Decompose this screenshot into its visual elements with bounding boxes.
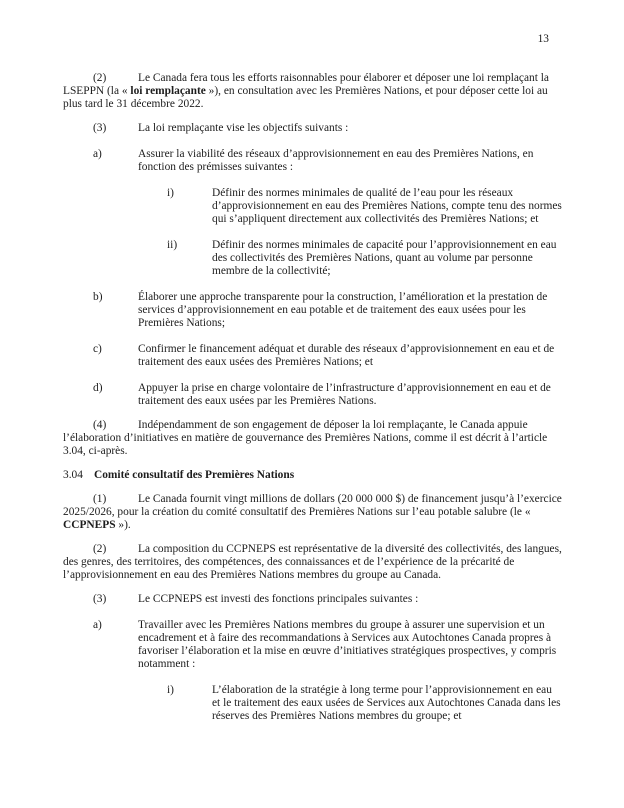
list-label: i) <box>167 187 174 199</box>
clause-number: (3) <box>93 122 107 134</box>
list-item-text: Appuyer la prise en charge volontaire de l’infrastructure d’approvisionnement en eau et de traitement des eaux usées par les Premières Nations. <box>138 382 551 407</box>
objective-item-c <box>93 343 562 369</box>
clause-number: (2) <box>93 543 107 555</box>
list-item-text: Assurer la viabilité des réseaux d’approvisionnement en eau des Premières Nations, en fonction des prémisses suivantes : <box>138 148 534 173</box>
list-label: c) <box>93 343 102 355</box>
objective-item-a-ii <box>167 239 562 278</box>
clause-text: Indépendamment de son engagement de déposer la loi remplaçante, le Canada appuie l’élaboration d’initiatives en matière de gouvernance des Premières Nations, comme il est décrit à l’article 3.04, ci-après. <box>63 419 548 457</box>
list-label: a) <box>93 148 102 160</box>
objective-item-a <box>93 148 562 174</box>
list-label: i) <box>167 684 174 696</box>
clause-4 <box>63 419 562 458</box>
clause-number: (2) <box>93 72 107 84</box>
list-item-text: L’élaboration de la stratégie à long terme pour l’approvisionnement en eau et le traitement des eaux usées de Services aux Autochtones Canada dans les réserves des Premières Nations membres du groupe; et <box>212 684 561 722</box>
objective-item-a-i <box>167 187 562 226</box>
objective-item-b <box>93 291 562 330</box>
list-item-text: Définir des normes minimales de capacité pour l’approvisionnement en eau des collectivités des Premières Nations, quant au volume par personne membre de la collectivité; <box>212 239 557 277</box>
section-number: 3.04 <box>63 469 83 481</box>
list-label: ii) <box>167 239 178 251</box>
list-item-text: Travailler avec les Premières Nations membres du groupe à assurer une supervision et un encadrement et à faire des recommandations à Services aux Autochtones Canada propres à favoriser l’élaboration et la mise en œuvre d’initiatives stratégiques prospectives, y compris notamment : <box>138 619 557 670</box>
function-item-a <box>93 619 562 671</box>
section-title: Comité consultatif des Premières Nations <box>94 469 295 481</box>
list-item-text: Confirmer le financement adéquat et durable des réseaux d’approvisionnement en eau et de traitement des eaux usées des Premières Nations; et <box>138 343 555 368</box>
clause-3-04-2 <box>63 543 562 582</box>
clause-text: Le Canada fournit vingt millions de dollars (20 000 000 $) de financement jusqu’à l’exercice 2025/2026, pour la création du comité consultatif des Premières Nations sur l’eau potable salubre (le « CCPNEPS »). <box>63 493 562 531</box>
objective-item-d <box>93 382 562 408</box>
clause-number: (4) <box>93 419 107 431</box>
list-label: a) <box>93 619 102 631</box>
list-item-text: Définir des normes minimales de qualité de l’eau pour les réseaux d’approvisionnement en eau des Premières Nations, compte tenu des normes qui s’appliquent directement aux collectivités des Premières Nations; et <box>212 187 562 225</box>
clause-3-04-3 <box>63 593 562 606</box>
clause-number: (1) <box>93 493 107 505</box>
clause-3-04-1 <box>63 493 562 532</box>
clause-number: (3) <box>93 593 107 605</box>
clause-text: La composition du CCPNEPS est représentative de la diversité des collectivités, des langues, des genres, des territoires, des compétences, des connaissances et de l’expérience de la précarité de l’approvisionnement en eau des Premières Nations membres du groupe au Canada. <box>63 543 562 581</box>
section-3-04-heading <box>63 469 562 482</box>
clause-3 <box>63 122 562 135</box>
clause-text: La loi remplaçante vise les objectifs suivants : <box>138 122 349 134</box>
clause-text: Le CCPNEPS est investi des fonctions principales suivantes : <box>138 593 419 605</box>
function-item-a-i <box>167 684 562 723</box>
list-item-text: Élaborer une approche transparente pour la construction, l’amélioration et la prestation de services d’approvisionnement en eau potable et de traitement des eaux usées pour les Premières Nations; <box>138 291 548 329</box>
clause-text: Le Canada fera tous les efforts raisonnables pour élaborer et déposer une loi remplaçant la LSEPPN (la « loi remplaçante »), en consultation avec les Premières Nations, et pour déposer cette loi au plus tard le 31 décembre 2022. <box>63 72 549 110</box>
list-label: b) <box>93 291 103 303</box>
list-label: d) <box>93 382 103 394</box>
page-number: 13 <box>537 33 549 45</box>
clause-2 <box>63 72 562 111</box>
